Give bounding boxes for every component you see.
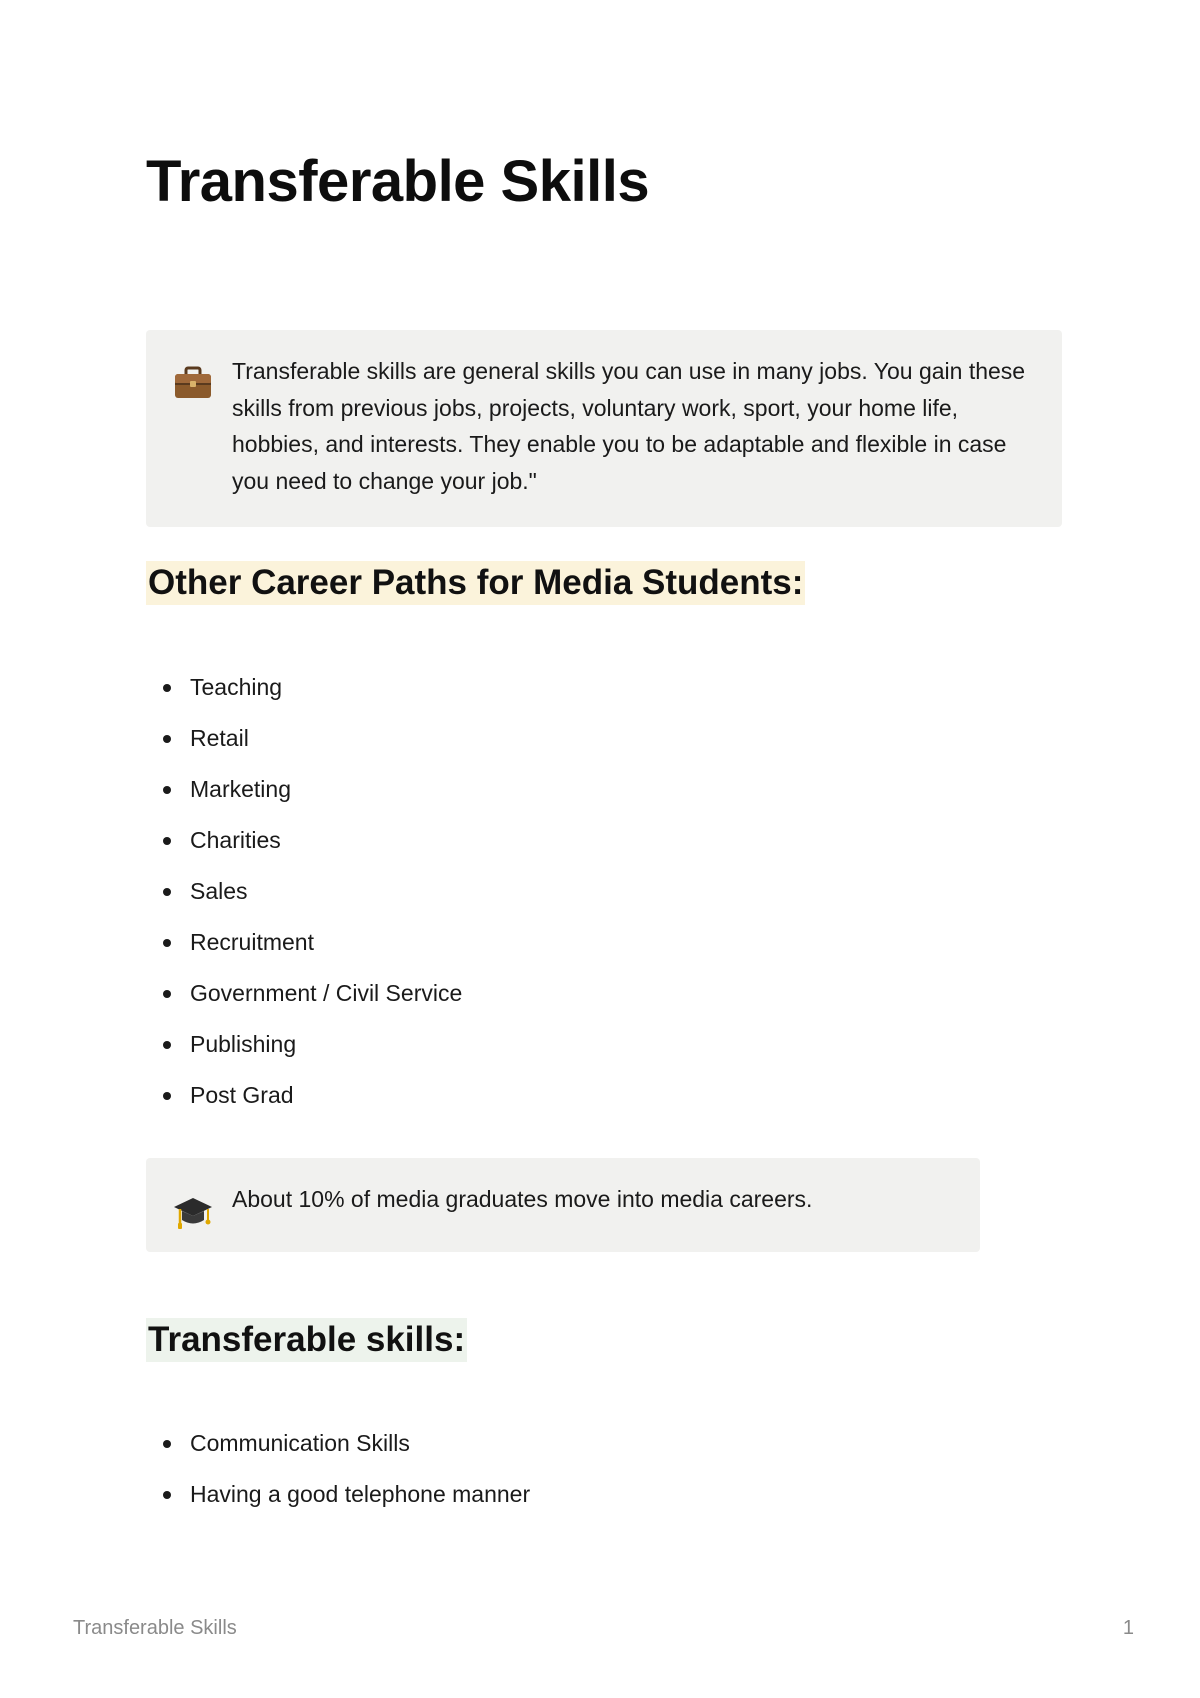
list-item xyxy=(146,666,462,717)
list-item-label: Recruitment xyxy=(190,929,314,955)
footer-document-title: Transferable Skills xyxy=(73,1617,237,1639)
bullet-icon xyxy=(163,786,171,794)
list-item-label: Communication Skills xyxy=(190,1430,410,1456)
list-item xyxy=(146,921,462,972)
list-item xyxy=(146,717,462,768)
list-item xyxy=(146,1074,462,1125)
intro-callout xyxy=(146,330,1062,527)
bullet-icon xyxy=(163,1092,171,1100)
list-item xyxy=(146,1422,530,1473)
list-item xyxy=(146,1023,462,1074)
list-item-label: Government / Civil Service xyxy=(190,980,463,1006)
briefcase-icon xyxy=(172,362,214,404)
list-item-label: Charities xyxy=(190,827,281,853)
bullet-icon xyxy=(163,990,171,998)
page-title: Transferable Skills xyxy=(146,149,650,214)
bullet-icon xyxy=(163,735,171,743)
list-item-label: Having a good telephone manner xyxy=(190,1481,531,1507)
graduation-cap-icon xyxy=(172,1190,214,1232)
list-item-label: Teaching xyxy=(190,674,283,700)
bullet-icon xyxy=(163,1041,171,1049)
list-item-label: Post Grad xyxy=(190,1082,294,1108)
list-item-label: Sales xyxy=(190,878,248,904)
bullet-icon xyxy=(163,1491,171,1499)
list-item xyxy=(146,768,462,819)
transferable-skills-heading: Transferable skills: xyxy=(146,1318,467,1362)
bullet-icon xyxy=(163,684,171,692)
career-paths-heading: Other Career Paths for Media Students: xyxy=(146,561,805,605)
transferable-skills-list xyxy=(146,1422,530,1524)
bullet-icon xyxy=(163,939,171,947)
bullet-icon xyxy=(163,837,171,845)
list-item xyxy=(146,870,462,921)
bullet-icon xyxy=(163,1440,171,1448)
list-item xyxy=(146,1473,530,1524)
intro-callout-text: Transferable skills are general skills you can use in many jobs. You gain these skills from previous jobs, projects, voluntary work, sport, your home life, hobbies, and interests. They enable you to be adaptable and flexible in case you need to change your job." xyxy=(232,358,1026,494)
statistic-callout xyxy=(146,1158,980,1252)
list-item xyxy=(146,972,462,1023)
career-paths-list xyxy=(146,666,462,1125)
statistic-callout-text: About 10% of media graduates move into media careers. xyxy=(232,1186,813,1212)
list-item-label: Retail xyxy=(190,725,249,751)
list-item xyxy=(146,819,462,870)
list-item-label: Publishing xyxy=(190,1031,297,1057)
footer-page-number: 1 xyxy=(1122,1617,1134,1639)
list-item-label: Marketing xyxy=(190,776,291,802)
bullet-icon xyxy=(163,888,171,896)
